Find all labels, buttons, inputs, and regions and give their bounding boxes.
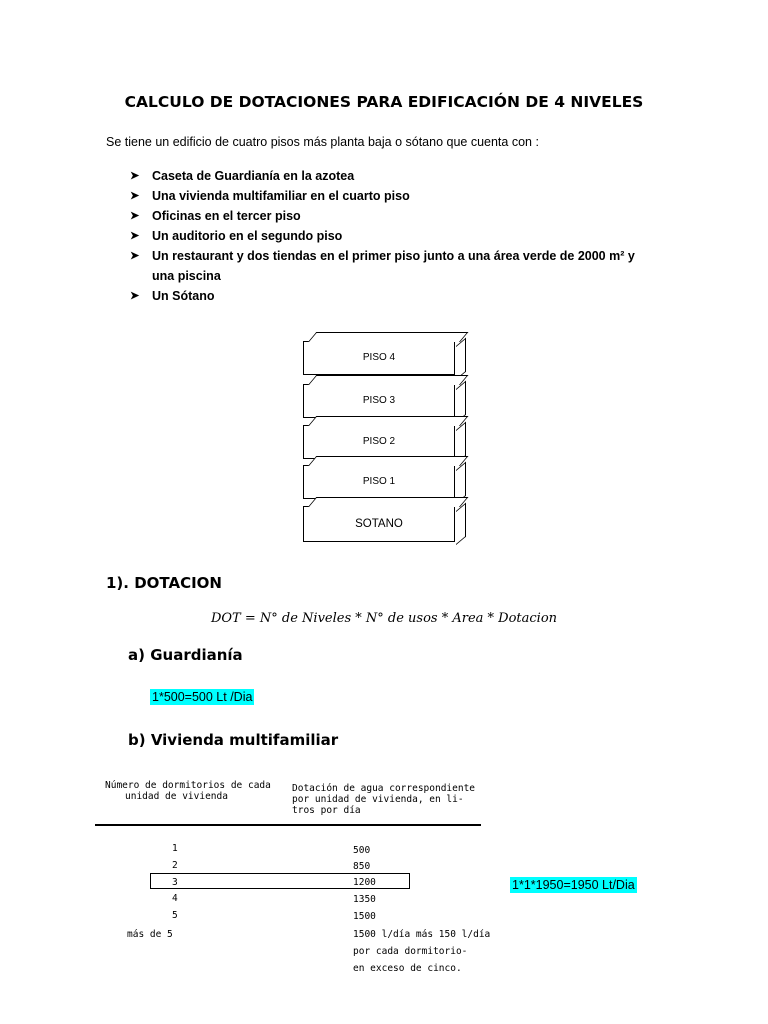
basement [303,506,455,542]
table-cell: 1500 [353,911,376,922]
table-cell: en exceso de cinco. [353,963,462,974]
basement-label: SOTANO [355,518,403,530]
table-cell: 500 [353,845,371,856]
feature-list [130,166,652,306]
arrow-bullet-icon: ➤ [130,230,140,242]
calc-guardiania: 1*500=500 Lt /Dia [152,690,253,704]
floor-label: PISO 1 [362,476,396,487]
arrow-bullet-icon: ➤ [130,190,140,202]
table-cell: 1500 l/día más 150 l/día [353,929,491,940]
arrow-bullet-icon: ➤ [130,290,140,302]
table-cell: 850 [353,861,371,872]
floor-2 [303,425,455,459]
intro-text: Se tiene un edificio de cuatro pisos más planta baja o sótano que cuenta con : [106,135,539,149]
table-header-col2: Dotación de agua correspondiente por unidad de vivienda, en li- tros por día [292,783,476,816]
table-cell: 5 [172,910,178,921]
table-cell: 3 [172,877,178,888]
list-item: ➤ Caseta de Guardianía en la azotea [130,166,652,186]
floor-1 [303,465,455,499]
list-item: ➤ Una vivienda multifamiliar en el cuarto piso [130,186,652,206]
formula: DOT = N° de Niveles * N° de usos * Area * Dotacion [210,611,558,626]
floor-label: PISO 3 [362,395,396,406]
dotacion-table [95,780,505,990]
list-item: ➤ Un Sótano [130,286,652,306]
arrow-bullet-icon: ➤ [130,170,140,182]
table-cell: 2 [172,860,178,871]
table-header-col1: Número de dormitorios de cada unidad de vivienda [105,780,271,802]
section-heading-vivienda: b) Vivienda multifamiliar [128,731,339,749]
arrow-bullet-icon: ➤ [130,210,140,222]
list-item: ➤ Un restaurant y dos tiendas en el primer piso junto a una área verde de 2000 m² y una piscina [130,246,652,286]
table-cell: 1350 [353,894,376,905]
table-cell: 1200 [353,877,376,888]
section-heading-dotacion: 1). DOTACION [106,574,222,592]
list-item: ➤ Oficinas en el tercer piso [130,206,652,226]
floor-4 [303,341,455,375]
table-cell: más de 5 [127,929,173,940]
calc-vivienda: 1*1*1950=1950 Lt/Dia [512,878,635,892]
floor-label: PISO 2 [362,436,396,447]
table-divider [95,824,481,826]
list-item: ➤ Un auditorio en el segundo piso [130,226,652,246]
page-title: CALCULO DE DOTACIONES PARA EDIFICACIÓN DE 4 NIVELES [124,93,644,111]
floor-3 [303,384,455,418]
table-cell: por cada dormitorio- [353,946,468,957]
floor-label: PISO 4 [362,352,396,363]
section-heading-guardiania: a) Guardianía [128,646,243,664]
arrow-bullet-icon: ➤ [130,250,140,262]
table-cell: 4 [172,893,178,904]
table-cell: 1 [172,843,178,854]
